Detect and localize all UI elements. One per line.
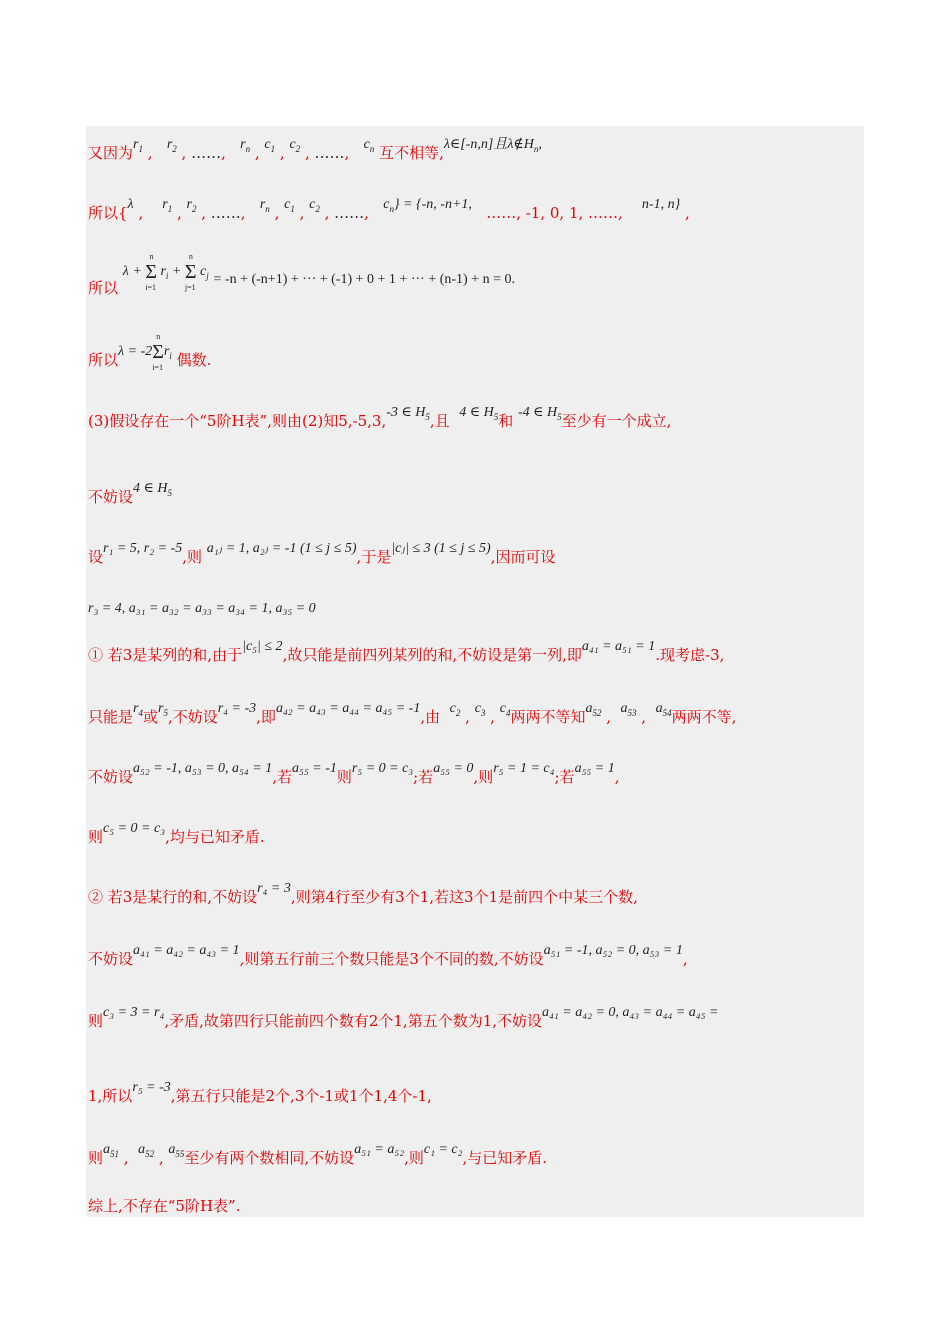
line-8-expr: r₃ = 4, a₃₁ = a₃₂ = a₃₃ = a₃₄ = 1, a₃₅ = 0: [88, 601, 316, 616]
line-12: 则c₅ = 0 = c₃,均与已知矛盾.: [88, 821, 265, 846]
line-11: 不妨设a₅₂ = -1, a₅₃ = 0, a₅₄ = 1,若a₅₅ = -1则r₅ = 0 = c₃;若a₅₅ = 0,则r₅ = 1 = c₄;若a₅₅ = 1,: [88, 761, 620, 786]
line-1-tail: 互不相等,: [379, 144, 444, 162]
line-13-text: ② 若3是某行的和,不妨设: [88, 888, 258, 906]
line-14: 不妨设a₄₁ = a₄₂ = a₄₃ = 1,则第五行前三个数只能是3个不同的数,不妨设a₅₁ = -1, a₅₂ = 0, a₅₃ = 1,: [88, 943, 688, 968]
line-16: 1,所以r₅ = -3,第五行只能是2个,3个-1或1个1,4个-1,: [88, 1080, 432, 1105]
line-1-text: 又因为: [88, 144, 134, 162]
lambda-condition: λ∈[-n,n]且$\lambda\notin H_n$,: [443, 137, 542, 154]
line-7: 设r₁ = 5, r₂ = -5,则 a₁ⱼ = 1, a₂ⱼ = -1 (1 ≤ j ≤ 5),于是|cⱼ| ≤ 3 (1 ≤ j ≤ 5),因而可设: [88, 541, 556, 566]
line-16-text: 1,所以: [88, 1087, 133, 1105]
line-9-text: ① 若3是某列的和,由于: [88, 646, 243, 664]
line-3-text: 所以: [88, 279, 119, 298]
line-11-text: 不妨设: [88, 768, 134, 786]
line-4-tail: 偶数.: [176, 351, 212, 370]
sum-equation: = -n + (-n+1) + ··· + (-1) + 0 + 1 + ··· + (n-1) + n = 0.: [213, 272, 515, 288]
line-10-text: 只能是: [88, 708, 134, 726]
line-5-text: (3)假设存在一个“5阶H表”,则由(2)知5,-5,3,: [88, 412, 387, 430]
line-2-text: 所以{: [88, 204, 128, 222]
line-1: 又因为$r_1$ , $r_2$ , ……, $r_n$ , $c_1$ , $c_2$ , ……, $c_n$ 互不相等,λ∈[-n,n]且$\lambda\notin H_n$,: [88, 137, 542, 162]
line-9: ① 若3是某列的和,由于|c₅| ≤ 2,故只能是前四列某列的和,不妨设是第一列,即a₄₁ = a₅₁ = 1.现考虑-3,: [88, 639, 725, 664]
line-12-text: 则: [88, 828, 104, 846]
line-3: 所以 λ + Σ n i=1 $r_i + \Sigma$ n j=1 $c_j = -n + (-n+1)$ + ··· + (-1) + 0 + 1 + ··· + (n-1) + n = 0.: [88, 252, 515, 298]
line-7-text: 设: [88, 548, 104, 566]
line-5: (3)假设存在一个“5阶H表”,则由(2)知5,-5,3,-3 ∈ $H_5$,且 4 ∈ $H_5$和 -4 ∈ $H_5$至少有一个成立,: [88, 405, 672, 430]
line-6-text: 不妨设: [88, 488, 134, 506]
line-17-text: 则: [88, 1149, 104, 1167]
line-15-text: 则: [88, 1012, 104, 1030]
line-18-text: 综上,不存在“5阶H表”.: [88, 1197, 241, 1215]
line-8: [88, 600, 316, 616]
line-17: 则$a_{51}$ , $a_{52}$ , $a_{55}$至少有两个数相同,不妨设a₅₁ = a₅₂,则c₁ = c₂,与已知矛盾.: [88, 1142, 548, 1167]
line-4: 所以λ = -2Σ n i=1 $r_i$ 偶数.: [88, 332, 212, 372]
line-18: [88, 1199, 241, 1214]
set-end: n-1, n}: [641, 197, 681, 212]
line-6: 不妨设4 ∈ $H_5$: [88, 481, 172, 506]
line-13: ② 若3是某行的和,不妨设r₄ = 3,则第4行至少有3个1,若这3个1是前四个中某三个数,: [88, 881, 638, 906]
line-10: 只能是$r_4$或$r_5$,不妨设r₄ = -3,即a₄₂ = a₄₃ = a₄₄ = a₄₅ = -1,由 $c_2$ , $c_3$ , $c_4$两两不等知$a_{52}$ , $a_{53}$ , $a_{54}$两两不等,: [88, 701, 737, 726]
line-14-text: 不妨设: [88, 950, 134, 968]
line-4-text: 所以: [88, 351, 119, 370]
line-15: 则c₃ = 3 = r₄,矛盾,故第四行只能前四个数有2个1,第五个数为1,不妨设a₄₁ = a₄₂ = 0, a₄₃ = a₄₄ = a₄₅ =: [88, 1005, 719, 1030]
line-2-seq: ……, -1, 0, 1, ……,: [486, 204, 623, 222]
line-2: 所以{λ , $r_1$ , $r_2$ , ……, $r_n$ , $c_1$ , $c_2$ , ……, $c_n\} = \{-n$, -n+1, ……, -1, 0, 1, ……, n-1, n} ,: [88, 197, 690, 222]
